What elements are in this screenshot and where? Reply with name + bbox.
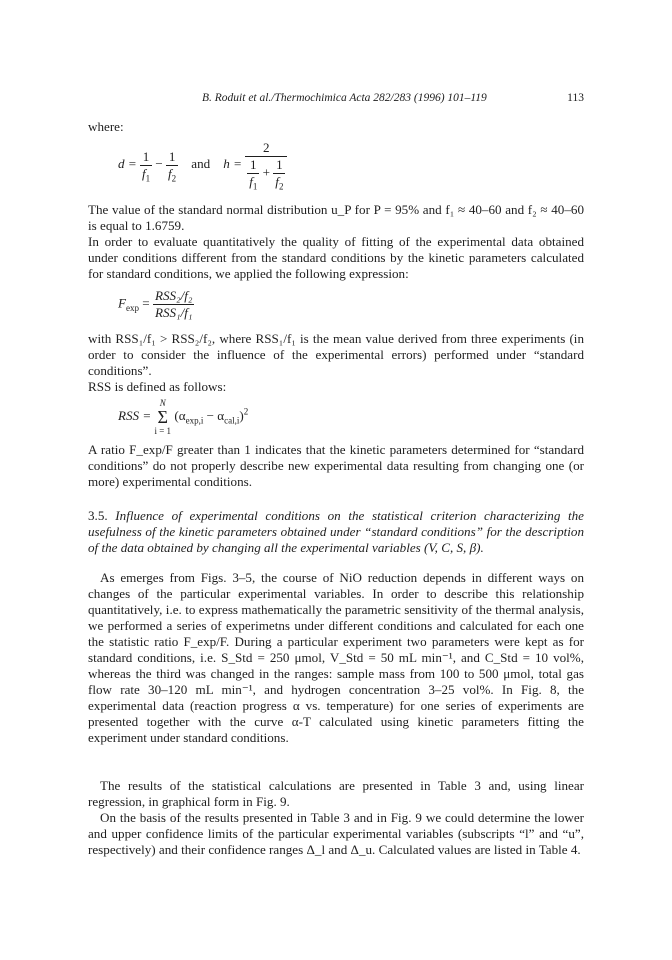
eq1-d: d = [118,156,137,171]
equation-rss: RSS = N Σ i = 1 $(\alpha_{exp,i} - \alpha_{cal,i})^2$ [118,398,249,436]
paragraph-confidence: On the basis of the results presented in Table 3 and in Fig. 9 we could determine the lower and upper confidence limits of the particular experimental variables (subscripts “l” and “u”, respectively) and their confidence ranges Δ_l and Δ_u. Calculated values are listed in Table 4. [88,810,584,857]
where-label: where: [88,119,124,134]
paragraph-rss-ratio: with RSS₁/f₁ > RSS₂/f₂, where RSS₁/f₁ is the mean value derived from three experiments (in order to consider the influence of the experimental errors) performed under “standard conditions”. [88,331,584,378]
summation: N Σ i = 1 [154,398,172,436]
paragraph-rss-defined: RSS is defined as follows: [88,379,227,394]
section-title: Influence of experimental conditions on the statistical criterion characterizing the usefulness of the kinetic parameters obtained under “standard conditions” for the description of the data obtained by changing all the experimental variables (V, C, S, β). [88,508,584,555]
eq1-minus: − [155,156,163,171]
eq1-and: and [191,156,211,171]
eq1-h: h = [223,156,242,171]
equation-d-h [118,140,287,190]
section-number: 3.5. [88,508,108,523]
eq1-frac-1: $\frac{1}{f_1}$ [141,148,151,184]
eq1-frac-h: 2 $\frac{1}{f_1}$ + $\frac{1}{f_2}$ [245,140,287,190]
page-number: 113 [567,92,584,104]
running-header [88,92,584,108]
eq1-frac-2: $\frac{1}{f_2}$ [168,148,177,184]
paragraph-evaluation: In order to evaluate quantitatively the quality of fitting of the experimental data obtained under conditions different from the standard conditions by the kinetic parameters calculated for standard conditions, we applied the following expression: [88,234,584,281]
paragraph-ratio-meaning: A ratio F_exp/F greater than 1 indicates that the kinetic parameters determined for “standard conditions” do not properly describe new experimental data resulting from changing one (or more) experimental conditions. [88,442,584,489]
paragraph-nio-reduction: As emerges from Figs. 3–5, the course of NiO reduction depends in different ways on changes of the particular experimental variables. In order to describe this relationship quantitatively, i.e. to express mathematically the parametric sensitivity of the thermal analysis, we performed a series of experimetns under different conditions and calculated for each one the statistic ratio F_exp/F. During a particular experiment two parameters were kept as for standard conditions, i.e. S_Std = 250 μmol, V_Std = 50 mL min⁻¹, and C_Std = 10 vol%, whereas the third was changed in the ranges: sample mass from 100 to 500 μmol, total gas flow rate 30–120 mL min⁻¹, and hydrogen concentration 3–25 vol%. In Fig. 8, the experimental data (reaction progress α vs. temperature) for one series of experiments are presented together with the curve α-T calculated using kinetic parameters fitting the experiment under standard conditions. [88,570,584,745]
running-title: B. Roduit et al./Thermochimica Acta 282/283 (1996) 101–119 [202,92,487,104]
paragraph-normal-distribution: The value of the standard normal distribution u_P for P = 95% and f₁ ≈ 40–60 and f₂ ≈ 40–60 is equal to 1.6759. [88,202,584,233]
paragraph-results: The results of the statistical calculations are presented in Table 3 and, using linear regression, in graphical form in Fig. 9. [88,778,584,809]
equation-f-exp: $F_{exp}$ = $\frac{\text{RSS₂/f₂}}{\text{RSS₁/f₁}}$ [118,288,193,320]
section-heading [88,508,584,556]
eq2-frac: $\frac{\text{RSS₂/f₂}}{\text{RSS₁/f₁}}$ [154,288,193,320]
